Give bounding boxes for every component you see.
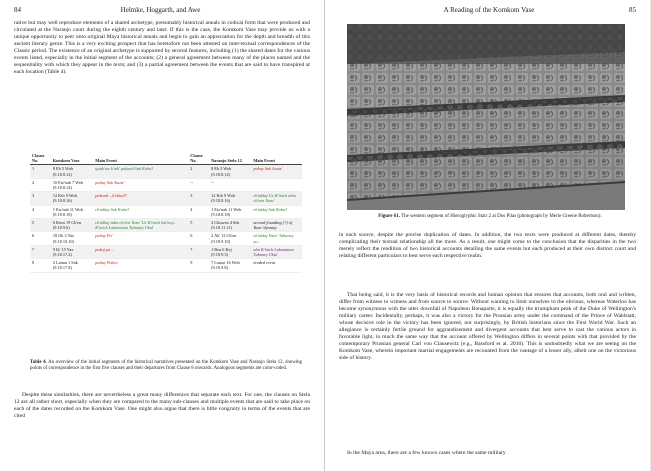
column-header: Naranjo Stela 12: [209, 152, 251, 165]
table-cell: 8: [30, 259, 51, 272]
body-text: in each source, despite the precise duplication of dates. In addition, the two texts were produced at different dates, thereby complicating their textual relationship all the more. As a result, one might come to the conclusion that the disparities in the two merely reflect the rendition of two historical accounts detailing the same events but each produced at their own distinct court and relating different particulars to best serve each respective realm.: [339, 232, 636, 260]
table-cell: 2 Chuwen 4 Sek (9.18.11.11): [209, 219, 251, 232]
table-cell: 3: [188, 192, 209, 205]
right-paragraph-3: [339, 450, 636, 457]
right-page: [325, 0, 650, 471]
table-cell: ch'akkaj Yaxa' Tubaney yo...: [251, 232, 302, 245]
table-cell: puhuy Pekon: [93, 259, 188, 272]
table-cell: second founding (?) of Yaxa' dynasty: [251, 219, 302, 232]
figure-caption-text: The western segment of Hieroglyphic Stair 2 at Dos Pilas (photograph by Merle Greene Robertson).: [401, 214, 602, 219]
table-caption: [30, 360, 302, 372]
table-header-row: [30, 152, 302, 165]
table-row: [30, 165, 302, 178]
table-cell: ch'akkaj Sak Kolnil: [251, 205, 302, 218]
table-cell: 3: [30, 192, 51, 205]
table-cell: ahn K'inich Lakamtuun Tubaney Ukul: [251, 245, 302, 258]
left-page: [0, 0, 325, 471]
table-cell: 6: [188, 232, 209, 245]
body-text: Despite these similarities, there are nevertheless a great many differences that separate each text. For one, the clauses on Stela 12 are all rather short, especially when they are compared to the many sub-clauses and multiple events that are said to take place on each of the dates recorded on the Komkom Vase. One might also argue that there is little congruity in terms of the events that are cited: [14, 392, 310, 420]
figure-label: Figure 61.: [378, 214, 400, 219]
left-paragraph-2: [14, 392, 310, 420]
table-cell: 5: [30, 219, 51, 232]
table-cell: 2 Ak' 13 Ch'en (9.18.9.10): [209, 232, 251, 245]
table-row: [30, 205, 302, 218]
right-paragraph-2: [339, 292, 636, 362]
table-caption-label: Table 4.: [30, 360, 47, 365]
table-cell: 8 Eb 5 Woh (9.18.8.12): [51, 165, 93, 178]
column-header: Komkom Vase: [51, 152, 93, 165]
left-page-header: [14, 4, 310, 16]
table-cell: ch'akkaj Sak Kolnil: [93, 205, 188, 218]
table-cell: 12 Kib 9 Woh (9.18.8.16): [51, 192, 93, 205]
body-text: In the Maya area, there are a few known cases where the same military: [347, 450, 506, 456]
table-cell: 6: [30, 232, 51, 245]
table-cell: ch'akkaj Ux K'inich tahn ch'een Yaxa': [251, 192, 302, 205]
table-row: [30, 232, 302, 245]
table-row: [30, 259, 302, 272]
table-cell: 10 Ok 3 Yax (9.18.10.10): [51, 232, 93, 245]
comparison-table: [30, 152, 302, 273]
running-head: Helmke, Hoggarth, and Awe: [120, 6, 201, 14]
page-number: 85: [629, 6, 636, 14]
table-cell: pukand ...k'ebtud?: [93, 192, 188, 205]
body-text: That being said, it is the very basis of historical records and human opinion that ensures that accounts, both oral and written, differ from witness to witness and from source to source. Without wanting to limit ourselves to the obvious, whereas Waterloo has become synonymous with the utter downfall of Napoleon Bonaparte, it is equally the triumphant peak of the Duke of Wellington's military career. Incidentally, perhaps, it was also a victory for the Prussian army under the command of the Prince of Wahlstatt, whose decisive role in the victory has been ignored, not surprisingly, by British historians since the First World War. Such an allegiance is certainly fertile ground for aggrandizement and divergent accounts that best serve to cast the various actors in favorable light, in much the same way that the account offered by Wellington differs in several points with that provided by the contemporary Prussian general Carl von Clausewitz (e.g., Bassford et al. 2010). This is undoubtedly what we are seeing on the Komkom Vase, wherein important martial engagements are recounted from the vantage of a lesser ally, albeit one on the victorious side of history.: [339, 292, 636, 362]
table-cell: [251, 178, 302, 191]
column-header: Main Event: [93, 152, 188, 165]
column-header: Clause No.: [30, 152, 51, 165]
table-cell: puhuy Sak Suutz': [93, 178, 188, 191]
table-cell: 7: [30, 245, 51, 258]
table-cell: 9 Ik' 15 Yax (9.18.17.2): [51, 245, 93, 258]
left-paragraph-1: [14, 20, 310, 76]
table-cell: ujatk'ow k'atk' pukand Sak Kolnil: [93, 165, 188, 178]
right-page-header: [339, 4, 636, 16]
column-header: Main Event: [251, 152, 302, 165]
table-cell: puhuy Sak Suutz': [251, 165, 302, 178]
table-cell: pukaj pa ...: [93, 245, 188, 258]
table-cell: 4: [30, 205, 51, 218]
table-cell: 2 Lamat 1 Sak (9.18.17.8): [51, 259, 93, 272]
table-cell: --: [188, 178, 209, 191]
body-text: rative but may well reproduce elements of a shared archetype, presumably historical annals in codical form that were produced and circulated at the Naranjo court during the eighth century and later. If this is the case, the Komkom Vase may provide us with a unique opportunity to peer onto original Maya historical annals and begin to gain an appreciation for the depth and breadth of this ancient literary genre. This is a very exciting prospect that has heretofore not been attested on inter-textual correspondences of the Classic period. The existence of an original archetype is supported by several features, including (1) the shared dates for the various events listed, especially in the initial segment of the accounts; (2) a general agreement between many of the places named and the sequentiality with which they appear in the texts; and (3) a partial agreement between the events that are said to have transpired at each location (Table 4).: [14, 20, 310, 76]
column-header: Clause No.: [188, 152, 209, 165]
table-cell: puhuy Pa': [93, 232, 188, 245]
table-cell: 1: [30, 165, 51, 178]
table-cell: eroded event: [251, 259, 302, 272]
table-row: [30, 219, 302, 232]
table-cell: 10 Etz'nab 7 Woh (9.18.8.14): [51, 178, 93, 191]
table-caption-text: An overview of the initial segments of the historical narratives presented on the Komkom Vase and Naranjo Stela 12, showing points of correspondence in the first five clauses and their departures from Clause 8 onwards. Analogous segments are color-coded.: [30, 360, 302, 371]
table-row: [30, 192, 302, 205]
table-cell: 6 Kimi 19 Ch'en (9.18.9.6): [51, 219, 93, 232]
table-cell: 1 Etz'nab 11 Woh (9.18.8.18): [209, 205, 251, 218]
right-paragraph-1: [339, 232, 636, 260]
table-cell: 7 Lamat 16 Woh (9.18.9.8): [209, 259, 251, 272]
table-body: [30, 165, 302, 272]
table-cell: ch'akkaj tahn ch'een Yaxa' Ux K'inich lok'ooy... K'inich Lakamtuun Tubaney Ukul: [93, 219, 188, 232]
page-number: 84: [14, 6, 21, 14]
figure-caption: [365, 214, 615, 220]
table-cell: 12 Kib 9 Woh (9.18.8.16): [209, 192, 251, 205]
table-cell: 1 Ben 6 Kej (9.18.9.3): [209, 245, 251, 258]
table-cell: 2: [30, 178, 51, 191]
table-cell: 2: [188, 165, 209, 178]
photo-image: [347, 24, 625, 210]
running-head: A Reading of the Komkom Vase: [443, 6, 535, 14]
table-cell: 7: [188, 245, 209, 258]
table-cell: 9: [188, 259, 209, 272]
table-row: [30, 245, 302, 258]
table-cell: 5: [188, 219, 209, 232]
hieroglyphic-stair-photo: [347, 24, 625, 210]
table-cell: --: [209, 178, 251, 191]
table-cell: 1 Etz'nab 11 Woh (9.18.8.18): [51, 205, 93, 218]
table-cell: 4: [188, 205, 209, 218]
table-cell: 8 Eb 5 Woh (9.18.8.12): [209, 165, 251, 178]
table-row: [30, 178, 302, 191]
